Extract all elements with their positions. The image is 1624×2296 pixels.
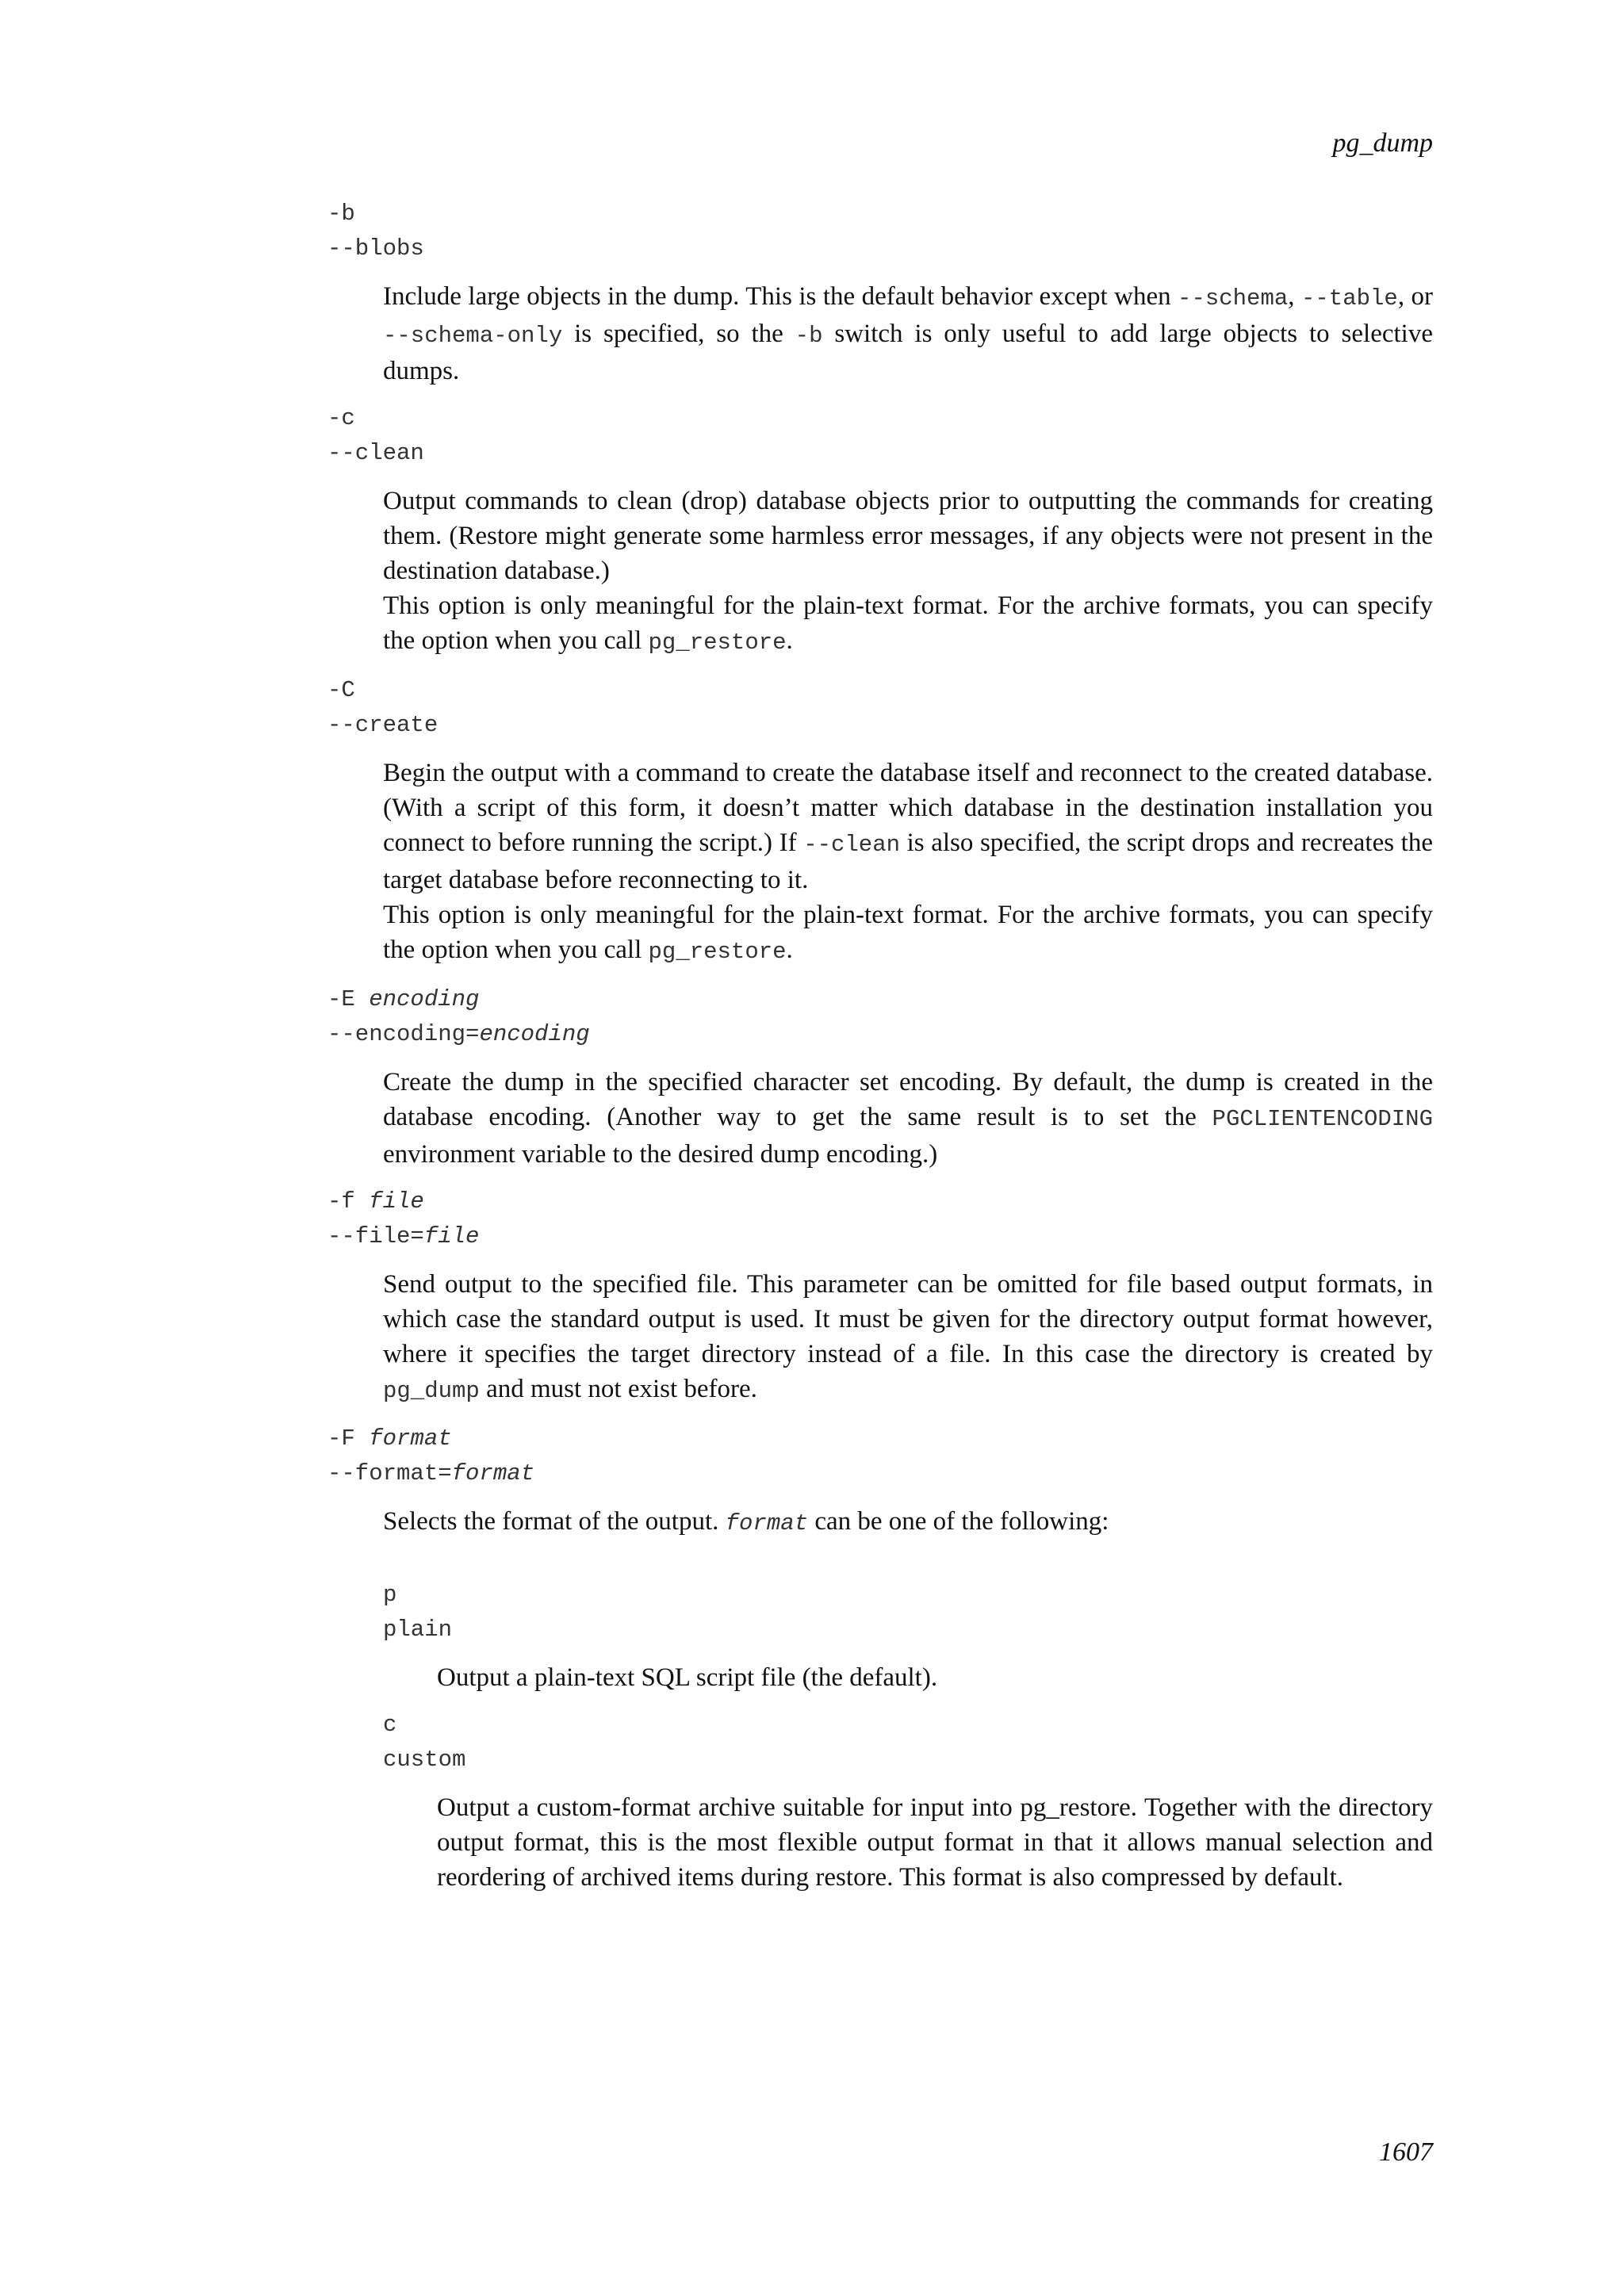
inline-code: pg_restore [648,629,787,656]
option-long-name: --clean [327,440,424,466]
option-long-name: --encoding=encoding [327,1021,590,1047]
option-file [327,1184,1433,1409]
option-argument: encoding [479,1021,590,1047]
inline-code: PGCLIENTENCODING [1212,1106,1433,1132]
inline-code: format [725,1510,809,1536]
option-description [383,1065,1433,1172]
format-short-name: p [383,1582,397,1608]
option-blobs [327,197,1433,388]
format-long-name: plain [383,1617,453,1643]
option-argument: format [451,1460,535,1487]
option-short-name: -b [327,201,355,227]
option-argument: encoding [369,986,480,1012]
inline-code: -b [795,323,823,349]
inline-code: --schema [1178,285,1289,312]
description-paragraph: This option is only meaningful for the plain-text format. For the archive formats, you can specify the option when you call pg_restore. [383,901,1433,965]
option-short-name: -c [327,405,355,431]
description-paragraph: Send output to the specified file. This parameter can be omitted for file based output formats, in which case the standard output is used. It must be given for the directory output format however, where it specifies the target directory instead of a file. In this case the directory is created by pg_dump and must not exist before. [383,1270,1433,1404]
option-short-name: -F format [327,1425,452,1452]
inline-code: pg_dump [383,1378,480,1404]
description-paragraph: Selects the format of the output. format can be one of the following: [383,1507,1109,1536]
description-paragraph: Begin the output with a command to create the database itself and reconnect to the created database. (With a script of this form, it doesn’t matter which database in the destination installation you connect to before running the script.) If --clean is also specified, the script drops and recreates the target database before reconnecting to it. [383,759,1433,894]
option-long-name: --file=file [327,1223,480,1249]
description-paragraph: Output commands to clean (drop) database objects prior to outputting the commands for creating them. (Restore might generate some harmless error messages, if any objects were not present in the destination database.) [383,487,1433,585]
running-header: pg_dump [1332,128,1433,158]
option-short-name: -E encoding [327,986,480,1012]
option-short-name: -f file [327,1188,424,1215]
page-number: 1607 [1379,2137,1433,2167]
format-long-name: custom [383,1747,466,1773]
description-paragraph: This option is only meaningful for the plain-text format. For the archive formats, you can specify the option when you call pg_restore. [383,591,1433,656]
format-short-name: c [383,1712,397,1738]
description-paragraph: Create the dump in the specified character set encoding. By default, the dump is created in the database encoding. (Another way to get the same result is to set the PGCLIENTENCODING environment variable to the desired dump encoding.) [383,1068,1433,1169]
option-long-name: --blobs [327,235,424,262]
option-format [327,1422,1433,1895]
option-description [383,279,1433,388]
option-argument: file [369,1188,424,1215]
format-description: Output a custom-format archive suitable for input into pg_restore. Together with the directory output format, this is the most flexible output format in that it allows manual selection and reordering of archived items during restore. This format is also compressed by default. [437,1793,1433,1892]
inline-code: pg_restore [648,939,787,965]
option-argument: file [423,1223,480,1249]
inline-code: --table [1300,285,1398,312]
format-description: Output a plain-text SQL script file (the default). [437,1663,938,1692]
option-description [383,756,1433,970]
option-clean [327,401,1433,660]
option-long-name: --format=format [327,1460,535,1487]
inline-code: --schema-only [383,323,563,349]
option-description [383,484,1433,660]
option-list [327,197,1433,1895]
option-description [383,1504,1433,1541]
option-create [327,673,1433,970]
option-encoding [327,982,1433,1172]
option-long-name: --create [327,712,439,738]
format-custom [383,1708,1433,1895]
format-list [383,1578,1433,1895]
option-description [383,1267,1433,1409]
inline-code: --clean [803,832,901,858]
option-short-name: -C [327,677,355,703]
format-plain [383,1578,1433,1695]
description-paragraph: Include large objects in the dump. This is the default behavior except when --schema, --table, or --schema-only is specified, so the -b switch is only useful to add large objects to selective dumps. [383,282,1433,385]
option-argument: format [369,1425,452,1452]
